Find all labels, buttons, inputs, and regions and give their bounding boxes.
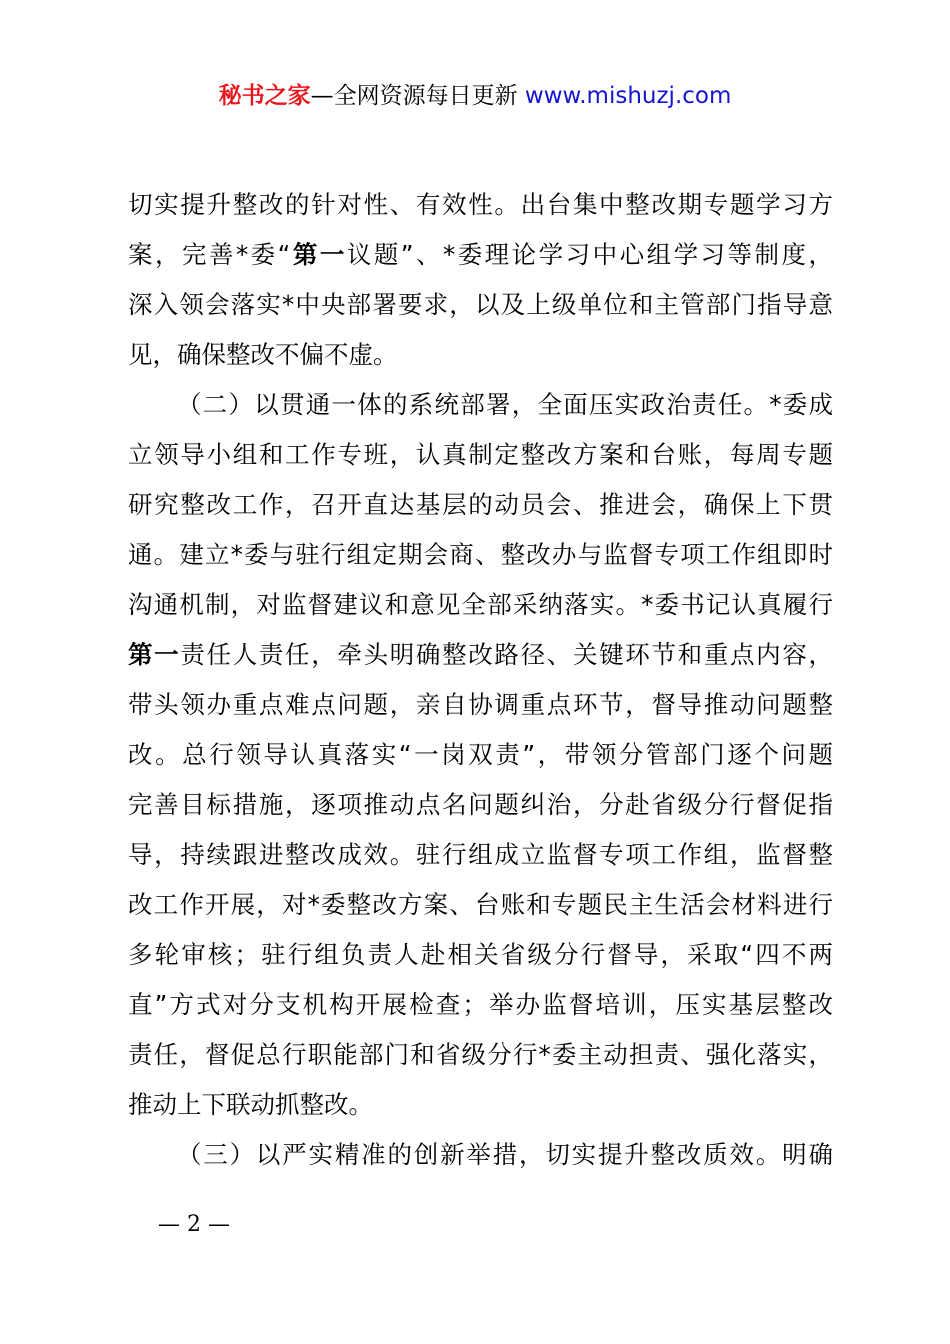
text-line: 见，确保整改不偏不虚。 (128, 340, 398, 369)
site-header (0, 80, 950, 112)
document-body (128, 180, 833, 1180)
text-line: 通。建立*委与驻行组定期会商、整改办与监督专项工作组即时 (128, 540, 833, 569)
text-line: 立领导小组和工作专班，认真制定整改方案和台账，每周专题 (128, 440, 833, 469)
text-line: 深入领会落实*中央部署要求，以及上级单位和主管部门指导意 (128, 290, 833, 319)
site-url[interactable]: www.mishuzj.com (524, 83, 732, 109)
text-line: 完善目标措施，逐项推动点名问题纠治，分赴省级分行督促指 (128, 790, 833, 819)
text-line: 多轮审核；驻行组负责人赴相关省级分行督导，采取“四不两 (128, 940, 833, 969)
text-segment: 责任人责任，牵头明确整改路径、关键环节和重点内容， (180, 640, 833, 669)
text-line: 直”方式对分支机构开展检查；举办监督培训，压实基层整改 (128, 990, 833, 1019)
bold-text: 第一 (290, 240, 347, 269)
text-line: 责任，督促总行职能部门和省级分行*委主动担责、强化落实， (128, 1040, 833, 1069)
text-line: 改。总行领导认真落实“一岗双责”，带领分管部门逐个问题 (128, 740, 833, 769)
site-tagline: —全网资源每日更新 (310, 83, 518, 109)
text-line: 切实提升整改的针对性、有效性。出台集中整改期专题学习方 (128, 190, 833, 219)
text-line: 改工作开展，对*委整改方案、台账和专题民主生活会材料进行 (128, 890, 833, 919)
text-line: 推动上下联动抓整改。 (128, 1090, 373, 1119)
text-line (128, 630, 833, 680)
text-line: 研究整改工作，召开直达基层的动员会、推进会，确保上下贯 (128, 490, 833, 519)
text-line: 沟通机制，对监督建议和意见全部采纳落实。*委书记认真履行 (128, 590, 833, 619)
text-segment: 案，完善*委“ (128, 240, 291, 269)
text-line (128, 230, 833, 280)
text-line: 带头领办重点难点问题，亲自协调重点环节，督导推动问题整 (128, 690, 833, 719)
site-brand: 秘书之家 (218, 83, 311, 109)
paragraph-heading-line: （二）以贯通一体的系统部署，全面压实政治责任。*委成 (177, 390, 833, 419)
bold-text: 第一 (128, 640, 181, 669)
text-line: 导，持续跟进整改成效。驻行组成立监督专项工作组，监督整 (128, 840, 833, 869)
text-segment: 议题”、*委理论学习中心组学习等制度， (346, 240, 833, 269)
page-number: — 2 — (158, 1212, 230, 1237)
paragraph-heading-line: （三）以严实精准的创新举措，切实提升整改质效。明确 (177, 1140, 833, 1169)
